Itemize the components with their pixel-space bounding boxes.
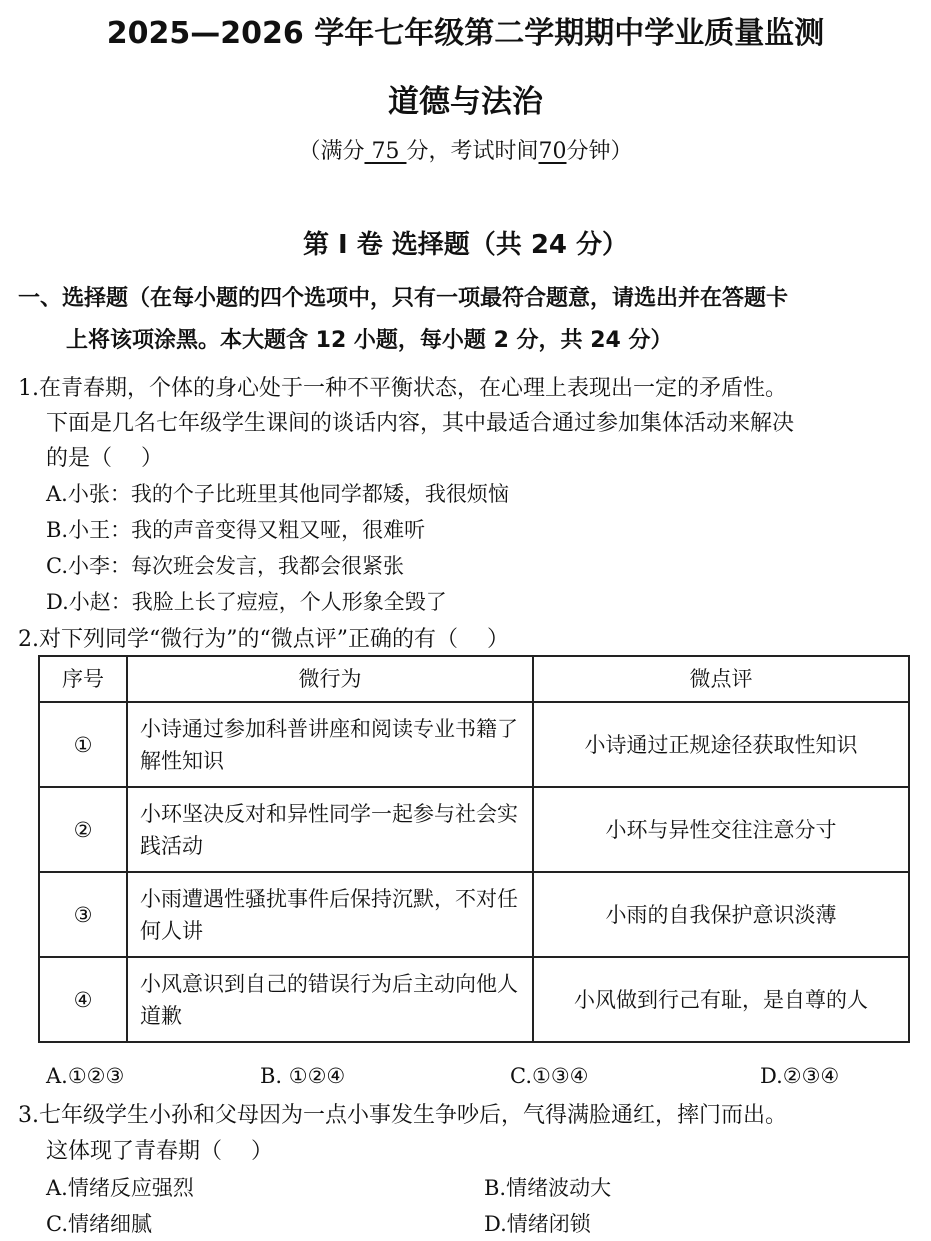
- q3-option-b: B.情绪波动大: [484, 1176, 612, 1200]
- table-header-row: [39, 656, 909, 702]
- q1-stem-line3: 的是（ ）: [46, 446, 163, 471]
- row-action: 小环坚决反对和异性同学一起参与社会实践活动: [127, 787, 533, 872]
- row-comment: 小环与异性交往注意分寸: [533, 787, 909, 872]
- row-action: 小风意识到自己的错误行为后主动向他人道歉: [127, 957, 533, 1042]
- table-row: [39, 957, 909, 1042]
- row-number: ①: [39, 702, 127, 787]
- q3-stem-line1: 3.七年级学生小孙和父母因为一点小事发生争吵后，气得满脸通红，摔门而出。: [18, 1103, 787, 1128]
- row-number: ③: [39, 872, 127, 957]
- q1-option-c: C.小李：每次班会发言，我都会很紧张: [46, 554, 404, 578]
- table-row: [39, 872, 909, 957]
- row-comment: 小诗通过正规途径获取性知识: [533, 702, 909, 787]
- meta-prefix: （满分: [298, 139, 365, 164]
- q2-stem: 2.对下列同学“微行为”的“微点评”正确的有（ ）: [18, 627, 509, 652]
- behavior-table: [38, 655, 910, 1043]
- table-header: 序号: [39, 656, 127, 702]
- table-row: [39, 787, 909, 872]
- row-action: 小诗通过参加科普讲座和阅读专业书籍了解性知识: [127, 702, 533, 787]
- exam-title: 2025—2026 学年七年级第二学期期中学业质量监测: [106, 16, 825, 51]
- q2-option-a: A.①②③: [46, 1064, 125, 1088]
- q3-option-d: D.情绪闭锁: [484, 1212, 591, 1236]
- row-number: ②: [39, 787, 127, 872]
- q2-option-b: B. ①②④: [260, 1064, 346, 1088]
- row-action: 小雨遭遇性骚扰事件后保持沉默，不对任何人讲: [127, 872, 533, 957]
- q3-stem-line2: 这体现了青春期（ ）: [46, 1139, 273, 1164]
- section-instruction-line2: 上将该项涂黑。本大题含 12 小题，每小题 2 分，共 24 分）: [66, 328, 673, 353]
- time-limit: 70: [538, 139, 567, 164]
- q3-option-c: C.情绪细腻: [46, 1212, 152, 1236]
- q1-option-d: D.小赵：我脸上长了痘痘，个人形象全毁了: [46, 590, 447, 614]
- part-title: 第 Ⅰ 卷 选择题（共 24 分）: [302, 230, 629, 260]
- row-comment: 小雨的自我保护意识淡薄: [533, 872, 909, 957]
- q2-option-c: C.①③④: [510, 1064, 589, 1088]
- q1-option-b: B.小王：我的声音变得又粗又哑，很难听: [46, 518, 426, 542]
- table-header: 微行为: [127, 656, 533, 702]
- q1-stem-line2: 下面是几名七年级学生课间的谈话内容，其中最适合通过参加集体活动来解决: [46, 411, 795, 436]
- q2-option-d: D.②③④: [760, 1064, 840, 1088]
- table-header: 微点评: [533, 656, 909, 702]
- subject-title: 道德与法治: [388, 84, 543, 120]
- row-comment: 小风做到行己有耻，是自尊的人: [533, 957, 909, 1042]
- meta-suffix: 分钟）: [566, 139, 633, 164]
- exam-meta: [0, 134, 931, 165]
- full-score: 75: [371, 139, 400, 164]
- q1-stem-line1: 1.在青春期，个体的身心处于一种不平衡状态，在心理上表现出一定的矛盾性。: [18, 376, 787, 401]
- q3-option-a: A.情绪反应强烈: [46, 1176, 194, 1200]
- row-number: ④: [39, 957, 127, 1042]
- meta-mid: 分，考试时间: [406, 139, 539, 164]
- q1-option-a: A.小张：我的个子比班里其他同学都矮，我很烦恼: [46, 482, 509, 506]
- table-row: [39, 702, 909, 787]
- section-instruction-line1: 一、选择题（在每小题的四个选项中，只有一项最符合题意，请选出并在答题卡: [18, 286, 789, 311]
